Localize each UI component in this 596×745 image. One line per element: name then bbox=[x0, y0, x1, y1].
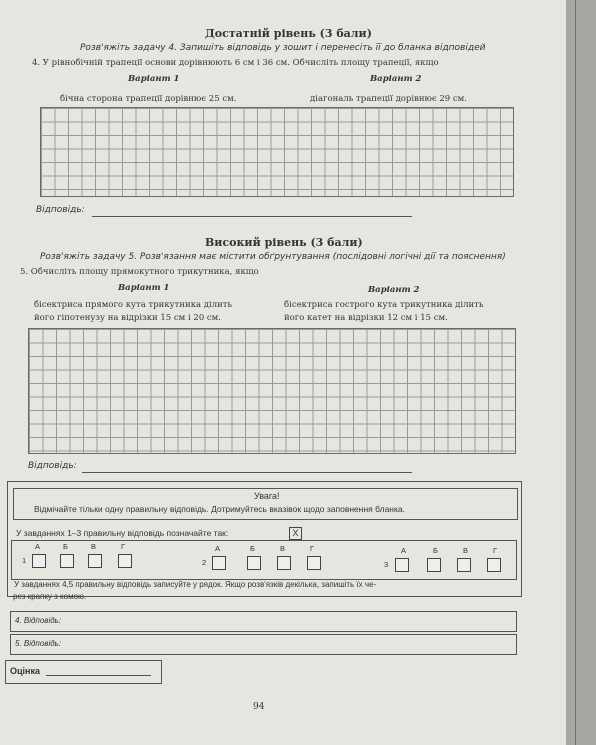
q1-letter-b: Б bbox=[63, 542, 68, 551]
task5-grid[interactable] bbox=[28, 328, 516, 454]
q2-option-a-checkbox[interactable] bbox=[212, 556, 226, 570]
q3-letter-v: В bbox=[463, 546, 469, 555]
task4-answer-label: Відповідь: bbox=[36, 205, 85, 215]
write-instruction-line2: рез крапку з комою. bbox=[13, 592, 87, 601]
grade-box[interactable] bbox=[5, 660, 162, 684]
grade-label: Оцінка bbox=[10, 666, 40, 676]
q1-option-v-checkbox[interactable] bbox=[88, 554, 102, 568]
section2-heading: Високий рівень (3 бали) bbox=[205, 236, 363, 249]
section1-instruction: Розв'яжіть задачу 4. Запишіть відповідь у зошит і перенесіть її до бланка відповідей bbox=[80, 43, 486, 53]
answer4-label: 4. Відповідь: bbox=[15, 616, 62, 625]
q2-letter-b: Б bbox=[250, 544, 255, 553]
task4-variant2: Варіант 2 bbox=[370, 74, 422, 84]
task4-text: 4. У рівнобічній трапеції основи дорівнюють 6 см і 36 см. Обчисліть площу трапеції, якщо bbox=[32, 58, 439, 68]
task4-answer-line[interactable] bbox=[92, 216, 412, 217]
choice-box bbox=[11, 540, 517, 580]
mark-instruction: У завданнях 1–3 правильну відповідь позначайте так: bbox=[16, 528, 229, 538]
answer5-field[interactable] bbox=[10, 634, 517, 655]
book-page-edge bbox=[566, 0, 596, 745]
page-edge-line bbox=[575, 0, 576, 745]
q3-letter-b: Б bbox=[433, 546, 438, 555]
q2-option-v-checkbox[interactable] bbox=[277, 556, 291, 570]
q2-letter-v: В bbox=[280, 544, 286, 553]
attention-title: Увага! bbox=[254, 491, 280, 501]
task4-variant1: Варіант 1 bbox=[128, 74, 180, 84]
q2-option-b-checkbox[interactable] bbox=[247, 556, 261, 570]
q1-letter-a: А bbox=[35, 542, 41, 551]
q2-option-g-checkbox[interactable] bbox=[307, 556, 321, 570]
q1-letter-g: Г bbox=[121, 542, 126, 551]
q3-option-a-checkbox[interactable] bbox=[395, 558, 409, 572]
q3-letter-a: А bbox=[401, 546, 407, 555]
q3-option-v-checkbox[interactable] bbox=[457, 558, 471, 572]
page-number: 94 bbox=[253, 702, 265, 712]
task4-grid[interactable] bbox=[40, 107, 514, 197]
q2-letter-g: Г bbox=[310, 544, 315, 553]
write-instruction-line1: У завданнях 4,5 правильну відповідь записуйте у рядок. Якщо розв'язків декілька, запишіть їх че- bbox=[14, 580, 377, 589]
task4-variant2-text: діагональ трапеції дорівнює 29 см. bbox=[310, 94, 467, 104]
task5-variant1-line2: його гіпотенузу на відрізки 15 см і 20 см. bbox=[34, 313, 221, 323]
q1-number: 1 bbox=[22, 556, 27, 565]
q1-letter-v: В bbox=[91, 542, 97, 551]
section1-heading: Достатній рівень (3 бали) bbox=[205, 27, 372, 40]
q1-option-a-checkbox[interactable] bbox=[32, 554, 46, 568]
answer5-label: 5. Відповідь: bbox=[15, 639, 62, 648]
q3-option-g-checkbox[interactable] bbox=[487, 558, 501, 572]
task5-variant2-line2: його катет на відрізки 12 см і 15 см. bbox=[284, 313, 448, 323]
mark-example-checkbox: X bbox=[289, 527, 302, 540]
attention-text: Відмічайте тільки одну правильну відповідь. Дотримуйтесь вказівок щодо заповнення бланка. bbox=[34, 504, 405, 514]
task5-text: 5. Обчисліть площу прямокутного трикутника, якщо bbox=[20, 267, 259, 277]
attention-box bbox=[13, 488, 518, 520]
grade-line[interactable] bbox=[46, 675, 151, 676]
answer4-field[interactable] bbox=[10, 611, 517, 632]
task4-variant1-text: бічна сторона трапеції дорівнює 25 см. bbox=[60, 94, 237, 104]
q1-option-g-checkbox[interactable] bbox=[118, 554, 132, 568]
q3-option-b-checkbox[interactable] bbox=[427, 558, 441, 572]
task5-variant2-line1: бісектриса гострого кута трикутника ділить bbox=[284, 300, 484, 310]
task5-variant2: Варіант 2 bbox=[368, 285, 420, 295]
answer-form bbox=[7, 481, 522, 597]
q2-number: 2 bbox=[202, 558, 207, 567]
task5-variant1: Варіант 1 bbox=[118, 283, 170, 293]
task5-answer-label: Відповідь: bbox=[28, 461, 77, 471]
q1-option-b-checkbox[interactable] bbox=[60, 554, 74, 568]
section2-instruction: Розв'яжіть задачу 5. Розв'язання має містити обґрунтування (послідовні логічні дії та пояснення) bbox=[40, 252, 506, 262]
task5-answer-line[interactable] bbox=[82, 472, 412, 473]
q3-letter-g: Г bbox=[493, 546, 498, 555]
q2-letter-a: А bbox=[215, 544, 221, 553]
task5-variant1-line1: бісектриса прямого кута трикутника ділить bbox=[34, 300, 233, 310]
q3-number: 3 bbox=[384, 560, 389, 569]
